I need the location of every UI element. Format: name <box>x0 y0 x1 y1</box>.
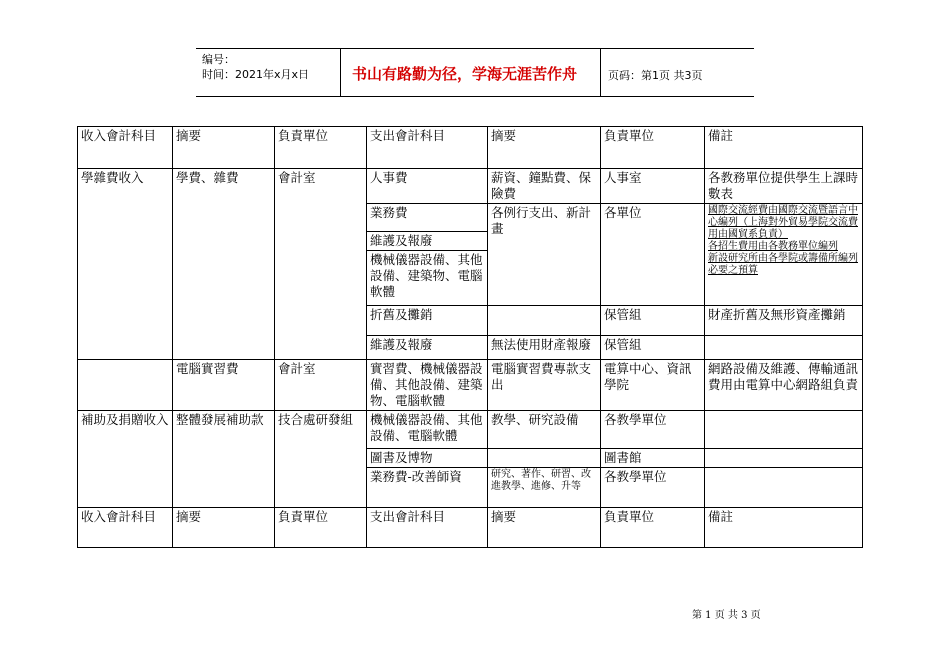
col-header-summary-2: 摘要 <box>488 127 601 169</box>
unit-grants: 技合處研發組 <box>275 411 367 508</box>
income-item-empty <box>78 360 173 411</box>
col-header-expense-item: 支出會計科目 <box>367 127 488 169</box>
table-row <box>78 360 863 411</box>
footer-header-expense-item: 支出會計科目 <box>367 508 488 548</box>
header-divider-right <box>600 48 601 96</box>
footer-header-unit-2: 負責單位 <box>601 508 705 548</box>
summary-library <box>488 449 601 468</box>
unit-grant-equipment: 各教學單位 <box>601 411 705 449</box>
col-header-income-item: 收入會計科目 <box>78 127 173 169</box>
table-row <box>78 411 863 449</box>
expense-maintenance: 維護及報廢 <box>367 232 488 251</box>
summary-tuition: 學費、雜費 <box>173 169 275 360</box>
note-lab: 網路設備及維護、傳輸通訊費用由電算中心網路組負責 <box>705 360 863 411</box>
summary-grants: 整體發展補助款 <box>173 411 275 508</box>
header-bottom-rule <box>196 96 754 97</box>
summary-lab: 電腦實習費專款支出 <box>488 360 601 411</box>
footer-header-unit: 負責單位 <box>275 508 367 548</box>
summary-personnel: 薪資、鐘點費、保險費 <box>488 169 601 204</box>
expense-library: 圖書及博物 <box>367 449 488 468</box>
header-page-label: 页码：第1页 共3页 <box>608 69 703 82</box>
header-divider-left <box>340 48 341 96</box>
note-depreciation: 財產折舊及無形資產攤銷 <box>705 306 863 336</box>
expense-grant-equipment: 機械儀器設備、其他設備、電腦軟體 <box>367 411 488 449</box>
expense-operating: 業務費 <box>367 204 488 232</box>
unit-faculty: 各教學單位 <box>601 468 705 508</box>
col-header-summary: 摘要 <box>173 127 275 169</box>
table-header-row <box>78 127 863 169</box>
table-row <box>78 169 863 204</box>
summary-lab-fee: 電腦實習費 <box>173 360 275 411</box>
footer-header-income-item: 收入會計科目 <box>78 508 173 548</box>
expense-lab: 實習費、機械儀器設備、其他設備、建築物、電腦軟體 <box>367 360 488 411</box>
unit-lab-fee: 會計室 <box>275 360 367 411</box>
note-exchange: 國際交流經費由國際交流暨語言中心編列（上海對外貿易學院交流費用由國貿系負責） <box>708 205 858 240</box>
col-header-notes: 備註 <box>705 127 863 169</box>
unit-tuition: 會計室 <box>275 169 367 360</box>
unit-library: 圖書館 <box>601 449 705 468</box>
note-disposal <box>705 336 863 360</box>
col-header-unit-2: 負責單位 <box>601 127 705 169</box>
footer-header-summary-2: 摘要 <box>488 508 601 548</box>
income-item-tuition: 學雜費收入 <box>78 169 173 360</box>
note-new-institute: 新設研究所由各學院或籌備所編列必要之預算 <box>708 253 858 276</box>
doc-id-label: 编号： <box>202 53 235 66</box>
expense-depreciation: 折舊及攤銷 <box>367 306 488 336</box>
header-motto: 书山有路勤为径，学海无涯苦作舟 <box>352 65 578 83</box>
note-grant-equipment <box>705 411 863 449</box>
footer-header-notes: 備註 <box>705 508 863 548</box>
note-operating <box>705 204 863 306</box>
expense-faculty: 業務費-改善師資 <box>367 468 488 508</box>
summary-operating: 各例行支出、新計畫 <box>488 204 601 306</box>
summary-depreciation <box>488 306 601 336</box>
note-personnel: 各教務單位提供學生上課時數表 <box>705 169 863 204</box>
unit-disposal: 保管組 <box>601 336 705 360</box>
footer-header-summary: 摘要 <box>173 508 275 548</box>
table-footer-row <box>78 508 863 548</box>
summary-faculty: 研究、著作、研習、改進教學、進修、升等 <box>488 468 601 508</box>
expense-disposal: 維護及報廢 <box>367 336 488 360</box>
expense-equipment: 機械儀器設備、其他設備、建築物、電腦軟體 <box>367 251 488 306</box>
expense-personnel: 人事費 <box>367 169 488 204</box>
income-item-grants: 補助及捐贈收入 <box>78 411 173 508</box>
summary-grant-equipment: 教學、研究設備 <box>488 411 601 449</box>
note-faculty <box>705 468 863 508</box>
header-top-rule <box>196 48 754 49</box>
unit-operating: 各單位 <box>601 204 705 306</box>
note-library <box>705 449 863 468</box>
page-footer: 第 1 页 共 3 页 <box>692 610 761 621</box>
doc-time-label: 时间：2021年x月x日 <box>202 68 310 81</box>
col-header-unit: 負責單位 <box>275 127 367 169</box>
unit-lab: 電算中心、資訊學院 <box>601 360 705 411</box>
summary-disposal: 無法使用財產報廢 <box>488 336 601 360</box>
unit-depreciation: 保管組 <box>601 306 705 336</box>
note-admissions: 各招生費用由各教務單位編列 <box>708 241 838 252</box>
budget-table <box>77 126 863 548</box>
unit-personnel: 人事室 <box>601 169 705 204</box>
